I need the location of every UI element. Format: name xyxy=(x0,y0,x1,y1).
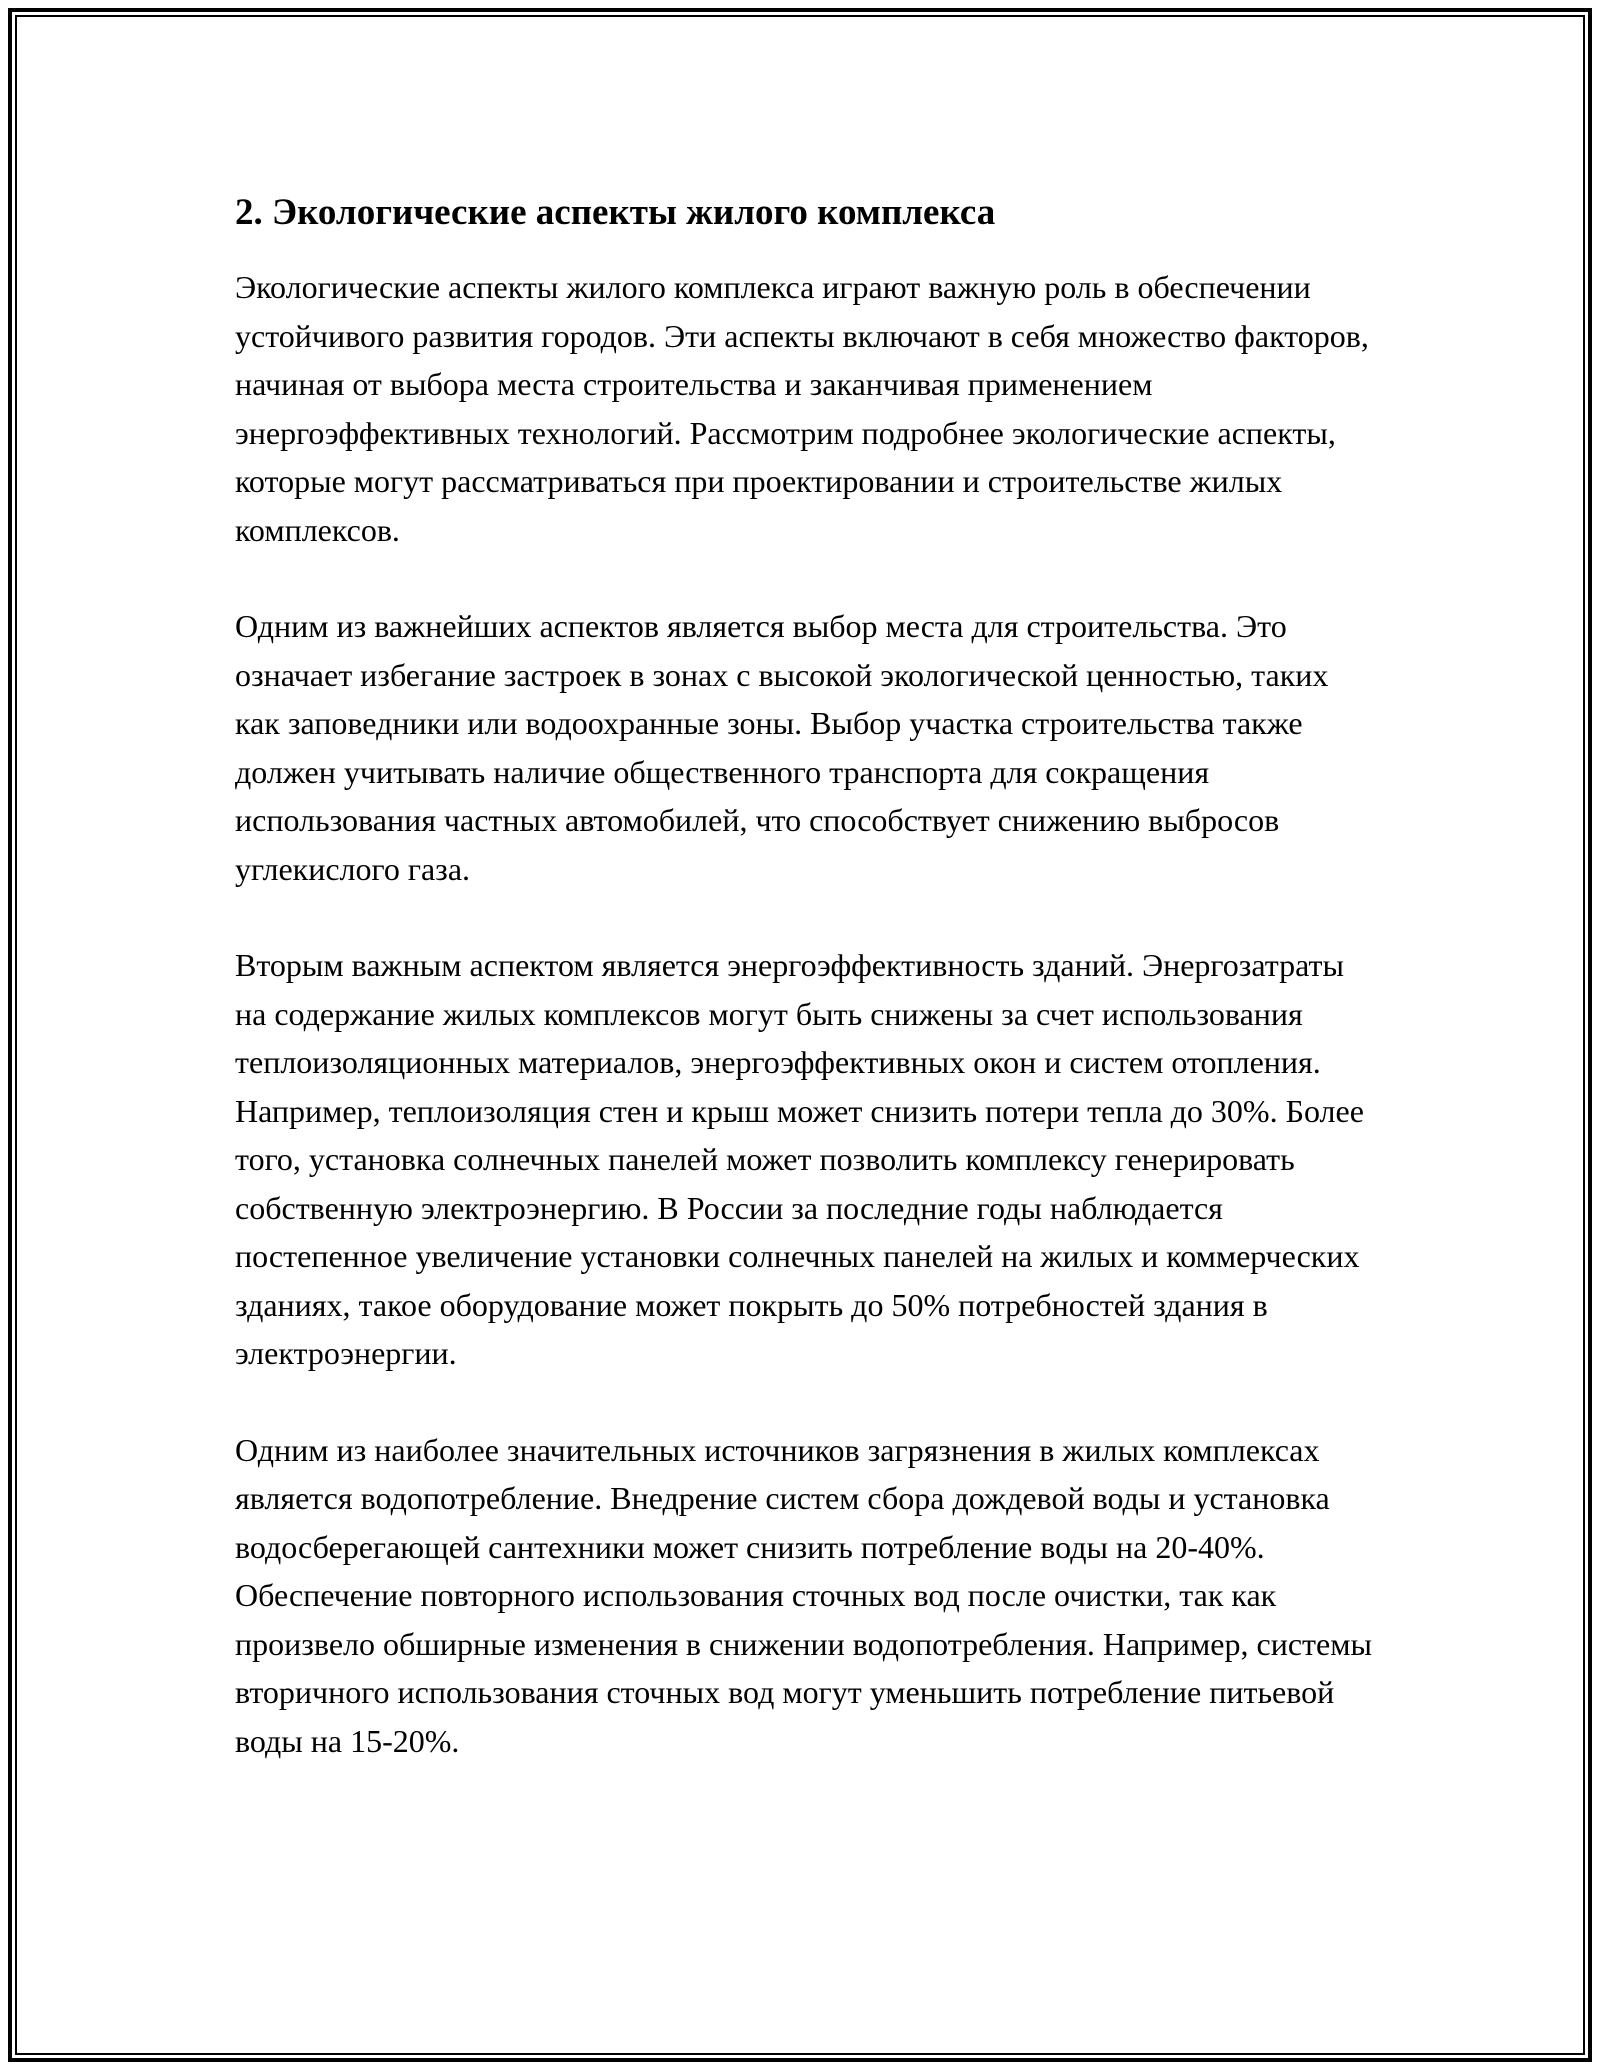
paragraph-water-consumption: Одним из наиболее значительных источников загрязнения в жилых комплексах является водопотребление. Внедрение систем сбора дождевой воды и установка водосберегающей сантехники может снизить потребление воды на 20-40%. Обеспечение повторного использования сточных вод после очистки, так как произвело обширные изменения в снижении водопотребления. Например, системы вторичного использования сточных вод могут уменьшить потребление питьевой воды на 15-20%. xyxy=(235,1431,1372,1759)
section-heading: 2. Экологические аспекты жилого комплекса xyxy=(235,192,996,233)
document-body xyxy=(235,185,1375,1765)
paragraph-energy-efficiency: Вторым важным аспектом является энергоэффективность зданий. Энергозатраты на содержание жилых комплексов могут быть снижены за счет использования теплоизоляционных материалов, энергоэффективных окон и систем отопления. Например, теплоизоляция стен и крыш может снизить потери тепла до 30%. Более того, установка солнечных панелей может позволить комплексу генерировать собственную электроэнергию. В России за последние годы наблюдается постепенное увеличение установки солнечных панелей на жилых и коммерческих зданиях, такое оборудование может покрыть до 50% потребностей здания в электроэнергии. xyxy=(235,947,1364,1371)
paragraph-site-selection: Одним из важнейших аспектов является выбор места для строительства. Это означает избегание застроек в зонах с высокой экологической ценностью, таких как заповедники или водоохранные зоны. Выбор участка строительства также должен учитывать наличие общественного транспорта для сокращения использования частных автомобилей, что способствует снижению выбросов углекислого газа. xyxy=(235,608,1329,887)
paragraph-intro: Экологические аспекты жилого комплекса играют важную роль в обеспечении устойчивого развития городов. Эти аспекты включают в себя множество факторов, начиная от выбора места строительства и заканчивая применением энергоэффективных технологий. Рассмотрим подробнее экологические аспекты, которые могут рассматриваться при проектировании и строительстве жилых комплексов. xyxy=(235,269,1369,548)
